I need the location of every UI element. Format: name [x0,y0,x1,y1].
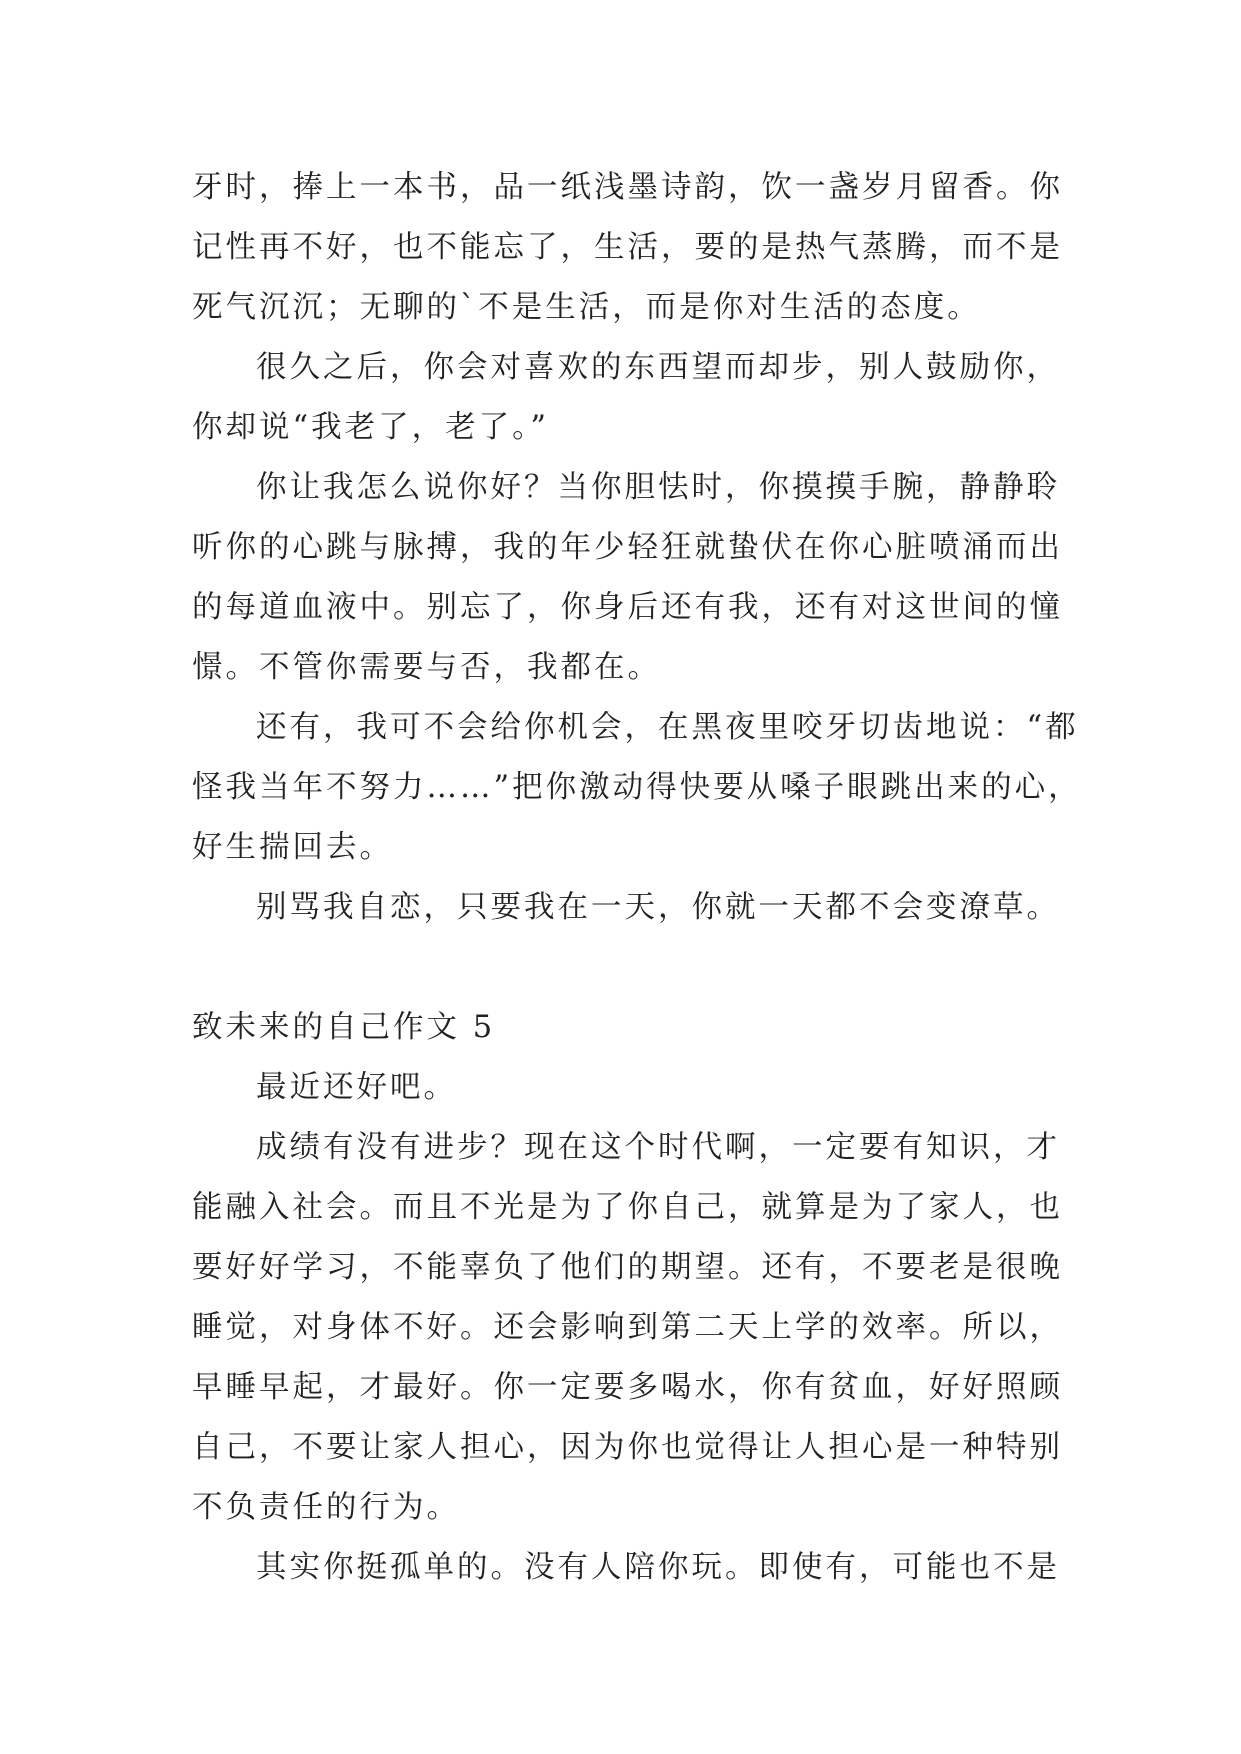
paragraph-line: 成绩有没有进步？现在这个时代啊，一定要有知识，才 [256,1130,1060,1165]
paragraph-line: 死气沉沉；无聊的`不是生活，而是你对生活的态度。 [192,290,981,325]
section-heading: 致未来的自己作文 5 [192,1010,496,1045]
paragraph-line: 早睡早起，才最好。你一定要多喝水，你有贫血，好好照顾 [192,1370,1063,1405]
paragraph-line: 好生揣回去。 [192,830,393,865]
paragraph-line: 你却说“我老了，老了。” [192,410,549,445]
paragraph-line: 听你的心跳与脉搏，我的年少轻狂就蛰伏在你心脏喷涌而出 [192,530,1063,565]
paragraph-line: 不负责任的行为。 [192,1490,460,1525]
section-gap [192,938,1062,998]
paragraph-line: 记性再不好，也不能忘了，生活，要的是热气蒸腾，而不是 [192,230,1063,265]
paragraph-line: 别骂我自恋，只要我在一天，你就一天都不会变潦草。 [256,890,1060,925]
paragraph-line: 憬。不管你需要与否，我都在。 [192,650,661,685]
paragraph-line: 很久之后，你会对喜欢的东西望而却步，别人鼓励你， [256,350,1060,385]
paragraph-line: 你让我怎么说你好？当你胆怯时，你摸摸手腕，静静聆 [256,470,1060,505]
paragraph-line: 要好好学习，不能辜负了他们的期望。还有，不要老是很晚 [192,1250,1063,1285]
paragraph-line: 牙时，捧上一本书，品一纸浅墨诗韵，饮一盏岁月留香。你 [192,170,1063,205]
paragraph-line: 能融入社会。而且不光是为了你自己，就算是为了家人，也 [192,1190,1063,1225]
paragraph-line: 还有，我可不会给你机会，在黑夜里咬牙切齿地说：“都 [256,710,1079,745]
paragraph-line: 其实你挺孤单的。没有人陪你玩。即使有，可能也不是 [256,1550,1060,1585]
paragraph-line: 自己，不要让家人担心，因为你也觉得让人担心是一种特别 [192,1430,1063,1465]
paragraph-line: 怪我当年不努力……”把你激动得快要从嗓子眼跳出来的心， [192,770,1082,805]
paragraph-line: 的每道血液中。别忘了，你身后还有我，还有对这世间的憧 [192,590,1063,625]
document-body [192,158,1082,1598]
paragraph-line: 最近还好吧。 [256,1070,457,1105]
paragraph-line: 睡觉，对身体不好。还会影响到第二天上学的效率。所以， [192,1310,1063,1345]
